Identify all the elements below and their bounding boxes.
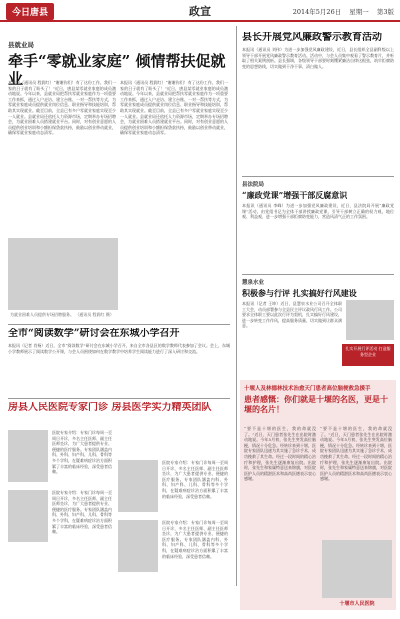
article-body: 医院专家介绍：专家门诊每周一至周日开诊，多名主任医师、副主任医师坐诊，为广大患者提供专业、便捷的医疗服务。专家团队涵盖内科、外科、妇产科、儿科、骨科等多个学科，在疑难病症诊治方面积累了丰富的临床经验，深受患者信赖。 — [162, 460, 228, 499]
doctor-photo — [118, 460, 158, 512]
article-body: 医院专家介绍：专家门诊每周一至周日开诊，多名主任医师、副主任医师坐诊，为广大患者提供专业、便捷的医疗服务。专家团队涵盖内科、外科、妇产科、儿科、骨科等多个学科，在疑难病症诊治方面积累了丰富的临床经验，深受患者信赖。 — [52, 430, 112, 475]
article-body: 本报讯（通讯员 李峰）为进一步加强党风廉政建设，近日，县法院局开展“廉政党课”活动，由党组书记为全体干部讲授廉政党课，引导干部树立正确的权力观、地位观、利益观，进一步增强干部拒腐防变能力，营造风清气正的工作氛围。 — [242, 203, 394, 220]
footer-text: 十堰市人民医院 — [339, 601, 375, 607]
column-divider — [236, 26, 237, 586]
activity-badge — [342, 344, 394, 366]
article-math — [8, 328, 230, 388]
article-kicker: 十堰人及林德林技术治愈天门患者高位脑梗救急援手 — [244, 386, 371, 392]
issue-date: 2014年5月26日 — [292, 8, 342, 16]
divider — [242, 176, 394, 177]
article-body: 本报讯（记者 肖杨）近日，全市“阅读数学”研讨会在东城小学召开，来自全市各县区的数学教师代表参加了会议。会上，东城小学教师展示了阅读数学公开课，与会人员围绕如何在数学教学中培养学生阅读能力进行了深入研讨和交流。 — [8, 343, 230, 354]
article-headline: 牵手“零就业家庭” 倾情帮扶促就业 — [8, 52, 226, 88]
article-body: 本报讯（通讯员 刘伟）为进一步加强党风廉政建设，近日，县长组织全县副科级以上领导干部开展党风廉政警示教育活动。活动中，与会人员集中观看了警示教育片，并听取了相关案例剖析。县长强调，各级领导干部要时刻绷紧廉洁自律这根弦，筑牢拒腐防变的思想防线，切实做到干净干事、清白做人。 — [242, 47, 394, 69]
section-title: 政宣 — [189, 5, 211, 18]
article-kicker: 县法院局 — [242, 182, 265, 188]
doctor-photo — [8, 430, 48, 482]
article-employment-body-col2: 本报讯（通讯员 程润红）“谢谢你们！有了这份工作，我们一家的日子就有了盼头了！”近日，唐县某零就业家庭的成员激动地说。今年以来，县就业局把帮扶零就业家庭作为一项重要工作来抓，通过入户走访、建立台账、一对一帮扶等方式，为零就业家庭成员提供就业岗位信息、职业指导和技能培训，帮助其实现就业。截至目前，全县已有多户零就业家庭实现至少一人就业。县就业局还依托人力资源市场，定期举办专场招聘会，为就业困难人员搭建就业平台。同时，对有创业意愿的人员提供创业培训和小额担保贷款扶持，鼓励以创业带动就业，确保零就业家庭动态清零。 — [120, 80, 228, 136]
article-court — [242, 180, 394, 272]
photo-caption: 为就业困难人员提供专场招聘服务。 （通讯员 程润红 摄） — [10, 312, 114, 317]
article-headline: 县长开展党风廉政警示教育活动 — [242, 32, 382, 43]
doctor-photo — [8, 490, 48, 542]
doctor-photo — [118, 520, 158, 572]
water-photo — [346, 300, 394, 340]
article-body: 医院专家介绍：专家门诊每周一至周日开诊，多名主任医师、副主任医师坐诊，为广大患者提供专业、便捷的医疗服务。专家团队涵盖内科、外科、妇产科、儿科、骨科等多个学科，在疑难病症诊治方面积累了丰富的临床经验，深受患者信赖。 — [52, 490, 112, 535]
issue-weekday: 星期一 — [349, 8, 369, 16]
article-kicker: 慧泉水业 — [242, 280, 265, 286]
article-body: 医院专家介绍：专家门诊每周一至周日开诊，多名主任医师、副主任医师坐诊，为广大患者提供专业、便捷的医疗服务。专家团队涵盖内科、外科、妇产科、儿科、骨科等多个学科，在疑难病症诊治方面积累了丰富的临床经验，深受患者信赖。 — [162, 520, 228, 559]
article-body-col2: “要不是十堰的医生，我的命就没了。”近日，天门患者张先生在出院时激动地说。今年5月初，张先生突发高位脑梗，情况十分危急。经转诊来到十堰，医院专家团队迅速为其实施了急诊手术，成功挽救了其生命。经过一段时间的精心治疗和护理，张先生逐渐康复出院。出院时，张先生和家属特意送来锦旗，对医院医护人员的精湛医术和高尚医德表示衷心感谢。 — [320, 426, 392, 482]
page-number: 第3版 — [376, 8, 394, 16]
divider — [242, 274, 394, 275]
badge-text: 扎实开展行评活动 打造服务型企业 — [345, 346, 391, 357]
article-patient — [244, 384, 394, 424]
article-headline: 积极参与行评 扎实搞好行风建设 — [242, 288, 357, 298]
article-employment-body: 本报讯（通讯员 程润红）“谢谢你们！有了这份工作，我们一家的日子就有了盼头了！”近日，唐县某零就业家庭的成员激动地说。今年以来，县就业局把帮扶零就业家庭作为一项重要工作来抓，通过入户走访、建立台账、一对一帮扶等方式，为零就业家庭成员提供就业岗位信息、职业指导和技能培训，帮助其实现就业。截至目前，全县已有多户零就业家庭实现至少一人就业。县就业局还依托人力资源市场，定期举办专场招聘会，为就业困难人员搭建就业平台。同时，对有创业意愿的人员提供创业培训和小额担保贷款扶持，鼓励以创业带动就业，确保零就业家庭动态清零。 — [8, 80, 116, 136]
divider — [8, 324, 230, 325]
newspaper-logo: 今日唐县 — [6, 3, 54, 20]
article-headline: 患者感慨：你们就是十堰的名医，更是十堰的名片！ — [244, 394, 388, 414]
article-body: 本报讯（记者 王坤）近日，县慧泉水业公司召开全体职工大会，动员部署参与全县民主评议政风行风工作。公司要求全体职工要以此次行评为契机，扎实搞好行风建设，进一步转变工作作风，提高服务质量，切实做到让群众满意。 — [242, 301, 342, 329]
article-headline: “廉政党课”增强干部反腐意识 — [242, 190, 348, 200]
page-header — [0, 0, 400, 22]
article-photo — [8, 238, 118, 310]
article-headline: 房县人民医院专家门诊 房县医学实力精英团队 — [8, 402, 212, 413]
article-body: “要不是十堰的医生，我的命就没了。”近日，天门患者张先生在出院时激动地说。今年5月初，张先生突发高位脑梗，情况十分危急。经转诊来到十堰，医院专家团队迅速为其实施了急诊手术，成功挽救了其生命。经过一段时间的精心治疗和护理，张先生逐渐康复出院。出院时，张先生和家属特意送来锦旗，对医院医护人员的精湛医术和高尚医德表示衷心感谢。 — [244, 426, 316, 482]
article-kicker: 县就业局 — [8, 41, 34, 49]
divider — [8, 398, 230, 399]
article-headline: 全市“阅读数学”研讨会在东城小学召开 — [8, 328, 180, 339]
patient-photo — [322, 540, 392, 598]
article-anticorruption — [242, 32, 394, 172]
hospital-footer — [320, 600, 394, 607]
issue-info — [287, 7, 394, 16]
